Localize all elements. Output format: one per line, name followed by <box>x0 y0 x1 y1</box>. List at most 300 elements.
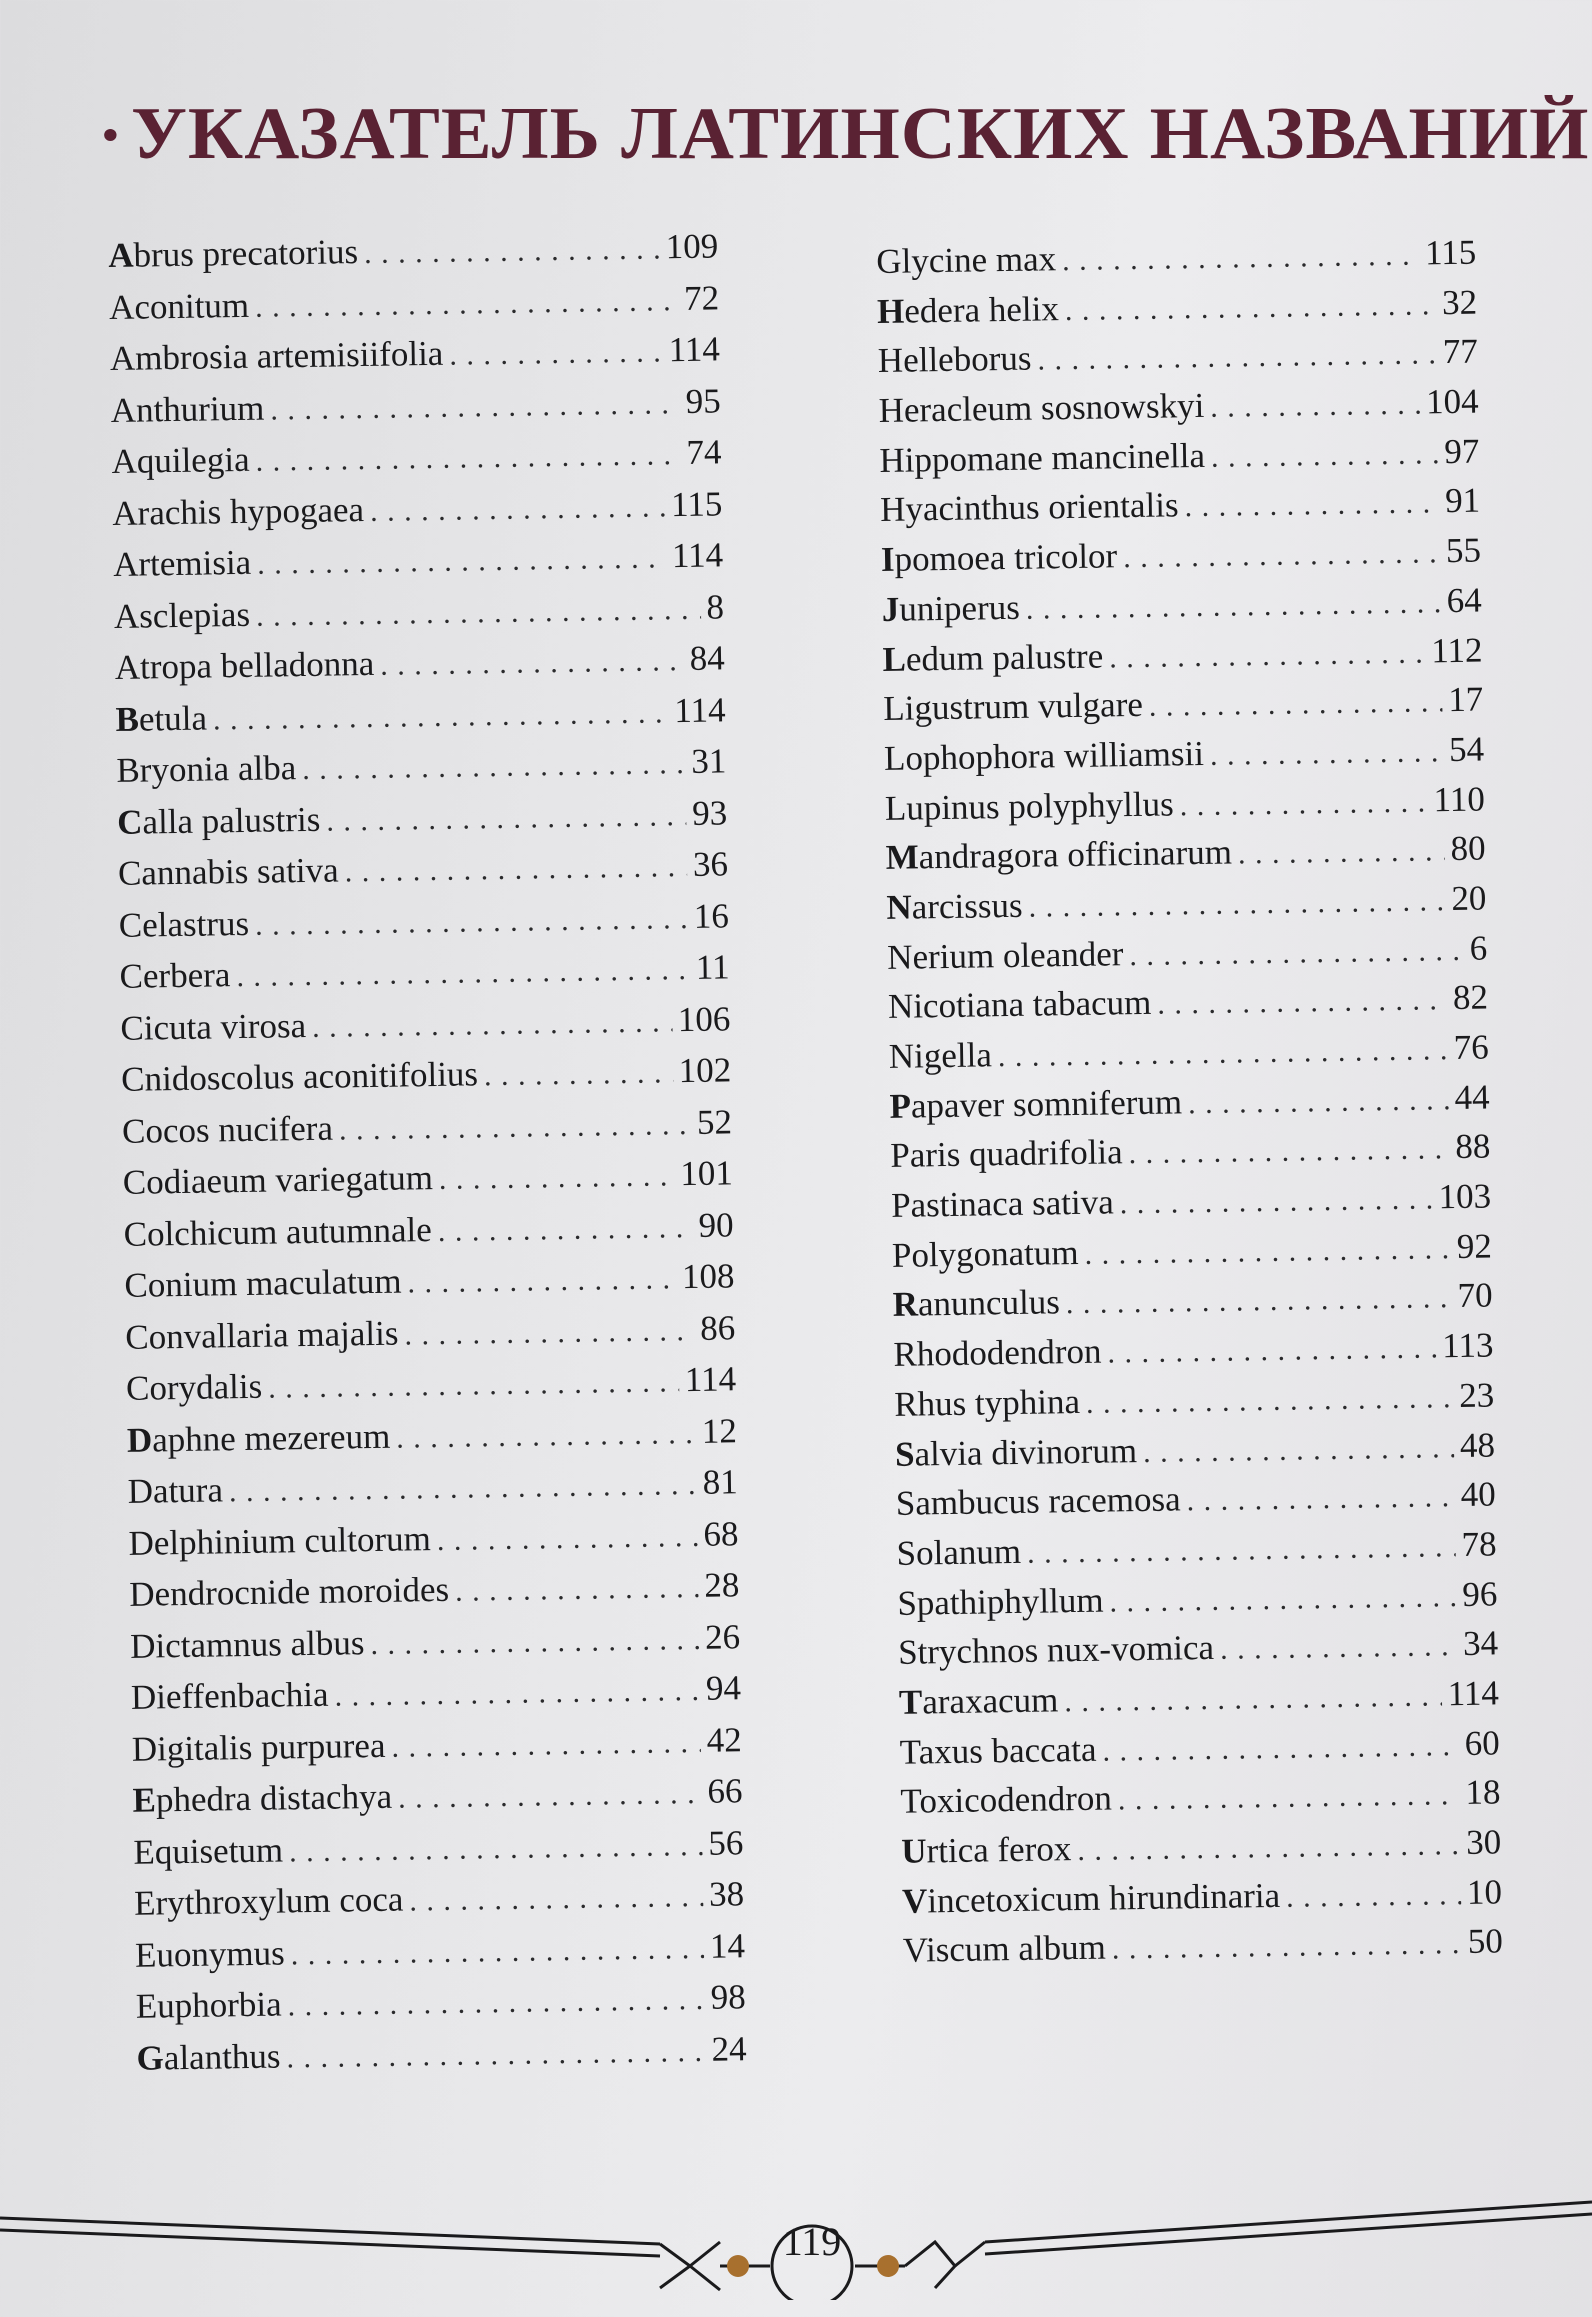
plant-name-text: Taxus baccata <box>899 1729 1097 1772</box>
plant-name-text: Rhododendron <box>893 1331 1102 1374</box>
plant-name <box>877 289 1059 332</box>
plant-name <box>879 436 1205 481</box>
dot-leader <box>1188 1083 1449 1121</box>
dot-leader <box>1238 834 1445 871</box>
index-entry <box>124 1256 735 1317</box>
dot-leader <box>1210 388 1420 425</box>
index-entry <box>135 1926 746 1987</box>
bead-right <box>877 2255 899 2277</box>
plant-name <box>110 388 264 430</box>
dot-leader <box>1112 1927 1462 1966</box>
page-reference: 30 <box>1465 1822 1502 1862</box>
dot-leader <box>1179 785 1428 823</box>
plant-name <box>898 1628 1215 1673</box>
plant-name <box>895 1431 1138 1475</box>
index-entry <box>133 1823 744 1884</box>
page-reference: 32 <box>1441 282 1478 322</box>
plant-name <box>900 1779 1112 1822</box>
index-entry <box>130 1617 741 1678</box>
plant-name-text: Codiaeum variegatum <box>122 1158 434 1202</box>
initial-letter: G <box>136 2037 165 2078</box>
page-reference: 82 <box>1452 977 1489 1018</box>
index-entry <box>115 690 726 751</box>
plant-name <box>881 536 1118 580</box>
plant-name-text: Strychnos nux-vomica <box>897 1628 1215 1673</box>
plant-name-text: Heracleum sosnowskyi <box>878 385 1205 431</box>
page-reference: 74 <box>686 432 722 472</box>
dot-leader <box>1084 1232 1451 1272</box>
index-entry <box>131 1720 742 1781</box>
plant-name <box>887 934 1124 978</box>
plant-name-text: Polygonatum <box>891 1232 1079 1275</box>
dot-leader <box>439 1159 675 1197</box>
plant-name-text: Rhus typhina <box>893 1381 1081 1424</box>
index-entry <box>110 381 721 442</box>
plant-name-text: aphne mezereum <box>151 1416 391 1459</box>
plant-name <box>110 334 444 379</box>
index-entry <box>109 278 720 339</box>
plant-name-text: Artemisia <box>112 542 252 584</box>
plant-name-text: Aquilegia <box>111 439 250 481</box>
plant-name-text: Dendrocnide moroides <box>129 1569 450 1614</box>
dot-leader <box>1066 1282 1452 1322</box>
index-entry <box>903 1922 1504 1981</box>
index-entry <box>125 1308 736 1369</box>
index-entry <box>120 999 731 1060</box>
dot-leader <box>1184 487 1439 525</box>
plant-name <box>123 1158 434 1203</box>
plant-name <box>119 955 230 997</box>
plant-name-text: Glycine max <box>876 239 1057 281</box>
initial-letter: N <box>886 887 913 927</box>
dot-leader <box>1027 1530 1456 1571</box>
plant-name <box>897 1580 1104 1623</box>
plant-name-text: Aconitum <box>108 285 250 327</box>
dot-leader <box>1157 983 1447 1022</box>
page-reference: 115 <box>1424 232 1477 273</box>
initial-letter: U <box>900 1831 927 1871</box>
index-entry <box>123 1205 734 1266</box>
dot-leader <box>437 1519 698 1557</box>
plant-name <box>124 1262 402 1306</box>
initial-letter: L <box>882 639 907 679</box>
page-reference: 55 <box>1445 530 1482 571</box>
dot-leader <box>236 953 690 994</box>
plant-name-text: pomoea tricolor <box>894 536 1118 579</box>
plant-name-text: uniperus <box>898 587 1021 629</box>
initial-letter: D <box>126 1419 153 1460</box>
index-entry <box>132 1771 743 1832</box>
page-title-wrapper <box>90 92 1590 177</box>
plant-name-text: Cerbera <box>119 955 231 996</box>
plant-name-text: Euphorbia <box>135 1984 282 2026</box>
plant-name <box>115 698 207 739</box>
index-entry <box>126 1359 737 1420</box>
index-column-left <box>108 226 747 2089</box>
dot-leader <box>339 1107 692 1147</box>
dot-leader <box>370 1622 699 1661</box>
page-reference: 31 <box>691 741 727 781</box>
dot-leader <box>213 696 669 737</box>
page-reference: 52 <box>696 1101 733 1142</box>
initial-letter: H <box>876 291 905 331</box>
initial-letter: M <box>885 837 920 878</box>
plant-name-text: Ligustrum vulgare <box>883 685 1144 729</box>
plant-name-text: Arachis hypogaea <box>112 489 365 533</box>
index-entry <box>119 947 730 1008</box>
plant-name-text: Dieffenbachia <box>130 1674 329 1717</box>
plant-name <box>120 1005 306 1048</box>
initial-letter: A <box>108 235 134 275</box>
page-reference: 88 <box>1454 1126 1491 1167</box>
plant-name-text: Viscum album <box>902 1927 1107 1971</box>
plant-name-text: incetoxicum hirundinaria <box>927 1875 1281 1921</box>
dot-leader <box>1186 1480 1455 1518</box>
page-reference: 38 <box>708 1874 745 1914</box>
plant-name <box>118 850 339 893</box>
plant-name <box>902 1876 1281 1922</box>
page-reference: 90 <box>698 1204 734 1245</box>
dot-leader <box>1109 1580 1456 1619</box>
plant-name <box>888 1035 992 1077</box>
dot-leader <box>268 1365 679 1405</box>
plant-name-text: alanthus <box>163 2036 281 2077</box>
page-reference: 95 <box>685 380 721 421</box>
page-reference: 92 <box>1456 1226 1493 1266</box>
plant-name-text: Sambucus racemosa <box>895 1479 1181 1524</box>
dot-leader <box>364 232 660 271</box>
dot-leader <box>1118 1778 1460 1817</box>
dot-leader <box>1211 437 1439 475</box>
index-column-right <box>876 233 1503 1981</box>
plant-name-text: Ambrosia artemisiifolia <box>109 333 444 378</box>
plant-name <box>127 1470 223 1511</box>
plant-name <box>132 1777 392 1821</box>
title-dot-left <box>104 129 116 141</box>
dot-leader <box>407 1262 676 1300</box>
plant-name <box>899 1680 1059 1722</box>
dot-leader <box>1064 1679 1442 1719</box>
plant-name <box>878 339 1032 381</box>
plant-name-text: Cicuta virosa <box>120 1005 307 1048</box>
index-entry <box>116 741 727 802</box>
page-reference: 112 <box>1430 630 1483 670</box>
plant-name-text: Nigella <box>888 1035 993 1076</box>
plant-name-text: Corydalis <box>125 1366 263 1408</box>
plant-name-text: alvia divinorum <box>914 1430 1138 1474</box>
index-entry <box>114 638 725 699</box>
page-reference: 94 <box>705 1668 742 1708</box>
page-reference: 17 <box>1447 679 1484 720</box>
dot-leader <box>290 1931 704 1971</box>
dot-leader <box>302 747 686 787</box>
dot-leader <box>438 1210 693 1248</box>
index-entry <box>111 432 722 493</box>
dot-leader <box>380 644 684 683</box>
page-reference: 20 <box>1451 878 1487 918</box>
page-reference: 26 <box>704 1616 741 1657</box>
dot-leader <box>326 798 686 838</box>
page-reference: 76 <box>1453 1027 1490 1068</box>
plant-name <box>113 543 252 585</box>
plant-name <box>885 784 1174 829</box>
index-entry <box>122 1102 733 1163</box>
page-reference: 114 <box>684 1359 737 1400</box>
initial-letter: J <box>881 589 900 629</box>
plant-name-text: Colchicum autumnale <box>123 1209 433 1254</box>
dot-leader <box>1220 1629 1458 1667</box>
plant-name <box>131 1675 329 1718</box>
dot-leader <box>229 1468 697 1509</box>
plant-name-text: Convallaria majalis <box>124 1313 399 1357</box>
plant-name-text: Lophophora williamsii <box>883 733 1205 778</box>
page-reference: 102 <box>678 1050 732 1091</box>
index-entry <box>136 1977 747 2038</box>
plant-name <box>891 1182 1114 1225</box>
page-reference: 114 <box>668 329 721 370</box>
initial-letter: P <box>889 1086 912 1126</box>
plant-name-text: Lupinus polyphyllus <box>884 783 1174 828</box>
plant-name <box>129 1570 449 1615</box>
plant-name <box>114 594 251 636</box>
index-entry <box>108 226 719 287</box>
plant-name <box>109 285 250 327</box>
page-reference: 11 <box>695 947 730 987</box>
index-entry <box>131 1668 742 1729</box>
plant-name-text: Dictamnus albus <box>129 1622 365 1666</box>
dot-leader <box>1062 238 1419 278</box>
dot-leader <box>404 1313 694 1352</box>
plant-name <box>876 239 1056 282</box>
plant-name-text: Celastrus <box>118 903 250 945</box>
plant-name <box>889 1082 1182 1127</box>
page-number: 119 <box>782 2219 842 2264</box>
page-reference: 114 <box>674 689 726 730</box>
plant-name-text: Equisetum <box>133 1829 284 1872</box>
initial-letter: R <box>892 1284 919 1325</box>
plant-name-text: Hyacinthus orientalis <box>879 485 1179 530</box>
page-reference: 114 <box>671 535 724 576</box>
page-reference: 106 <box>677 998 731 1039</box>
plant-name <box>884 734 1204 779</box>
page-reference: 84 <box>689 638 726 678</box>
dot-leader <box>998 1033 1448 1074</box>
dot-leader <box>1028 884 1445 925</box>
page-reference: 54 <box>1448 729 1485 769</box>
dot-leader <box>391 1725 701 1764</box>
dot-leader <box>1086 1381 1454 1421</box>
dot-leader <box>1123 536 1440 575</box>
initial-letter: C <box>116 802 143 842</box>
page-reference: 110 <box>1433 779 1486 819</box>
plant-name-text: edum palustre <box>905 635 1104 679</box>
dot-leader <box>270 387 680 427</box>
dot-leader <box>1102 1729 1459 1769</box>
page-reference: 36 <box>692 844 729 884</box>
plant-name <box>886 886 1023 928</box>
page-reference: 97 <box>1444 431 1480 471</box>
dot-leader <box>1077 1828 1460 1868</box>
plant-name-text: Hippomane mancinella <box>879 435 1206 480</box>
plant-name <box>885 833 1232 878</box>
page-reference: 24 <box>711 2028 747 2069</box>
initial-letter: V <box>901 1881 928 1921</box>
page-reference: 40 <box>1460 1474 1497 1515</box>
plant-name-text: Nerium oleander <box>886 933 1124 977</box>
page-reference: 8 <box>706 586 725 627</box>
plant-name-text: Euonymus <box>134 1932 286 1975</box>
dot-leader <box>455 1571 699 1609</box>
dot-leader <box>1129 933 1464 972</box>
plant-name-text: Datura <box>127 1470 224 1511</box>
page-reference: 6 <box>1469 928 1488 968</box>
dot-leader <box>1210 735 1444 773</box>
plant-name-text: Nicotiana tabacum <box>887 983 1152 1027</box>
index-entry <box>128 1514 739 1575</box>
dot-leader <box>1065 288 1437 328</box>
plant-name <box>121 1054 478 1100</box>
plant-name <box>903 1928 1107 1971</box>
plant-name <box>125 1313 399 1357</box>
page-reference: 28 <box>703 1565 740 1605</box>
page-reference: 80 <box>1450 828 1486 869</box>
index-entry <box>112 484 723 545</box>
page-reference: 104 <box>1425 381 1479 422</box>
page-reference: 70 <box>1457 1275 1493 1316</box>
initial-letter: E <box>132 1780 157 1820</box>
index-entry <box>134 1874 745 1935</box>
initial-letter: T <box>898 1682 923 1722</box>
index-entry <box>129 1565 740 1626</box>
page-reference: 44 <box>1454 1077 1490 1117</box>
plant-name-text: anunculus <box>917 1282 1061 1324</box>
dot-leader <box>289 1828 703 1868</box>
plant-name-text: phedra distachya <box>155 1776 393 1820</box>
plant-name-text: Solanum <box>896 1531 1022 1573</box>
page-reference: 64 <box>1446 580 1483 620</box>
plant-name <box>892 1283 1060 1326</box>
plant-name <box>122 1108 333 1151</box>
plant-name-text: brus precatorius <box>133 232 359 275</box>
plant-name-text: Asclepias <box>113 594 251 636</box>
dot-leader <box>396 1416 696 1455</box>
page-reference: 114 <box>1447 1673 1500 1714</box>
plant-name-text: rtica ferox <box>926 1829 1072 1871</box>
dot-leader <box>1149 685 1443 724</box>
page-reference: 72 <box>683 277 720 318</box>
page-reference: 103 <box>1438 1176 1492 1217</box>
dot-leader <box>255 284 678 325</box>
plant-name-text: etula <box>138 698 208 739</box>
dot-leader <box>334 1674 700 1714</box>
plant-name-text: Atropa belladonna <box>114 643 375 687</box>
plant-name <box>896 1480 1181 1524</box>
dot-leader <box>1128 1132 1449 1171</box>
plant-name-text: Delphinium cultorum <box>128 1518 432 1563</box>
page-reference: 18 <box>1465 1772 1501 1813</box>
bead-left <box>727 2255 749 2277</box>
page-reference: 81 <box>702 1462 738 1502</box>
dot-leader <box>257 541 666 581</box>
page-reference: 10 <box>1466 1872 1503 1912</box>
page-reference: 93 <box>691 792 728 833</box>
page-reference: 34 <box>1462 1623 1499 1664</box>
plant-name-text: apaver somniferum <box>910 1081 1183 1126</box>
dot-leader <box>484 1056 673 1093</box>
plant-name <box>882 636 1103 679</box>
dot-leader <box>398 1777 702 1816</box>
page-reference: 66 <box>707 1771 743 1811</box>
page-reference: 50 <box>1467 1921 1504 1962</box>
dot-leader <box>449 335 663 372</box>
plant-name <box>116 748 296 791</box>
page-reference: 12 <box>701 1410 738 1451</box>
plant-name-text: andragora officinarum <box>918 832 1233 877</box>
dot-leader <box>370 490 666 529</box>
index-entry <box>121 1050 732 1111</box>
plant-name <box>117 799 321 842</box>
index-entry <box>110 329 721 390</box>
plant-name <box>136 1984 282 2026</box>
page-reference: 86 <box>699 1307 736 1348</box>
plant-name-text: Erythroxylum coca <box>133 1879 404 1923</box>
plant-name <box>114 644 374 688</box>
plant-name <box>108 232 358 276</box>
plant-name-text: Cocos nucifera <box>121 1108 334 1151</box>
plant-name <box>112 490 364 534</box>
page-reference: 98 <box>710 1977 747 2017</box>
plant-name-text: arcissus <box>911 885 1023 927</box>
page-reference: 78 <box>1461 1524 1497 1564</box>
page-reference: 101 <box>679 1153 734 1194</box>
plant-name <box>890 1133 1123 1177</box>
page-reference: 42 <box>706 1719 742 1760</box>
dot-leader <box>1107 1331 1436 1370</box>
plant-name <box>123 1210 432 1255</box>
dot-leader <box>1037 338 1437 378</box>
index-entry <box>123 1153 734 1214</box>
plant-name <box>881 588 1020 630</box>
plant-name-text: Cannabis sativa <box>117 850 339 893</box>
page-reference: 56 <box>708 1822 744 1863</box>
plant-name-text: Conium maculatum <box>124 1261 402 1305</box>
dot-leader <box>287 1983 705 2024</box>
initial-letter: S <box>894 1434 915 1474</box>
dot-leader <box>1119 1182 1432 1221</box>
plant-name-text: Paris quadrifolia <box>890 1132 1123 1176</box>
plant-name <box>134 1880 404 1924</box>
dot-leader <box>286 2034 706 2075</box>
dot-leader <box>1026 586 1441 627</box>
plant-name <box>896 1532 1021 1574</box>
index-entry <box>119 896 730 957</box>
index-entry <box>117 793 728 854</box>
index-entry <box>118 844 729 905</box>
index-entry <box>113 535 724 596</box>
page-reference: 16 <box>693 895 730 936</box>
plant-name <box>899 1729 1096 1772</box>
index-entry <box>136 2029 747 2090</box>
page-reference: 96 <box>1462 1573 1498 1614</box>
plant-name-text: Pastinaca sativa <box>890 1182 1114 1225</box>
index-entry <box>127 1411 738 1472</box>
plant-name <box>119 903 250 945</box>
plant-name-text: araxacum <box>921 1680 1059 1722</box>
initial-letter: I <box>880 539 895 580</box>
page-reference: 113 <box>1441 1325 1494 1366</box>
plant-name-text: Digitalis purpurea <box>131 1725 386 1769</box>
initial-letter: B <box>115 699 140 739</box>
